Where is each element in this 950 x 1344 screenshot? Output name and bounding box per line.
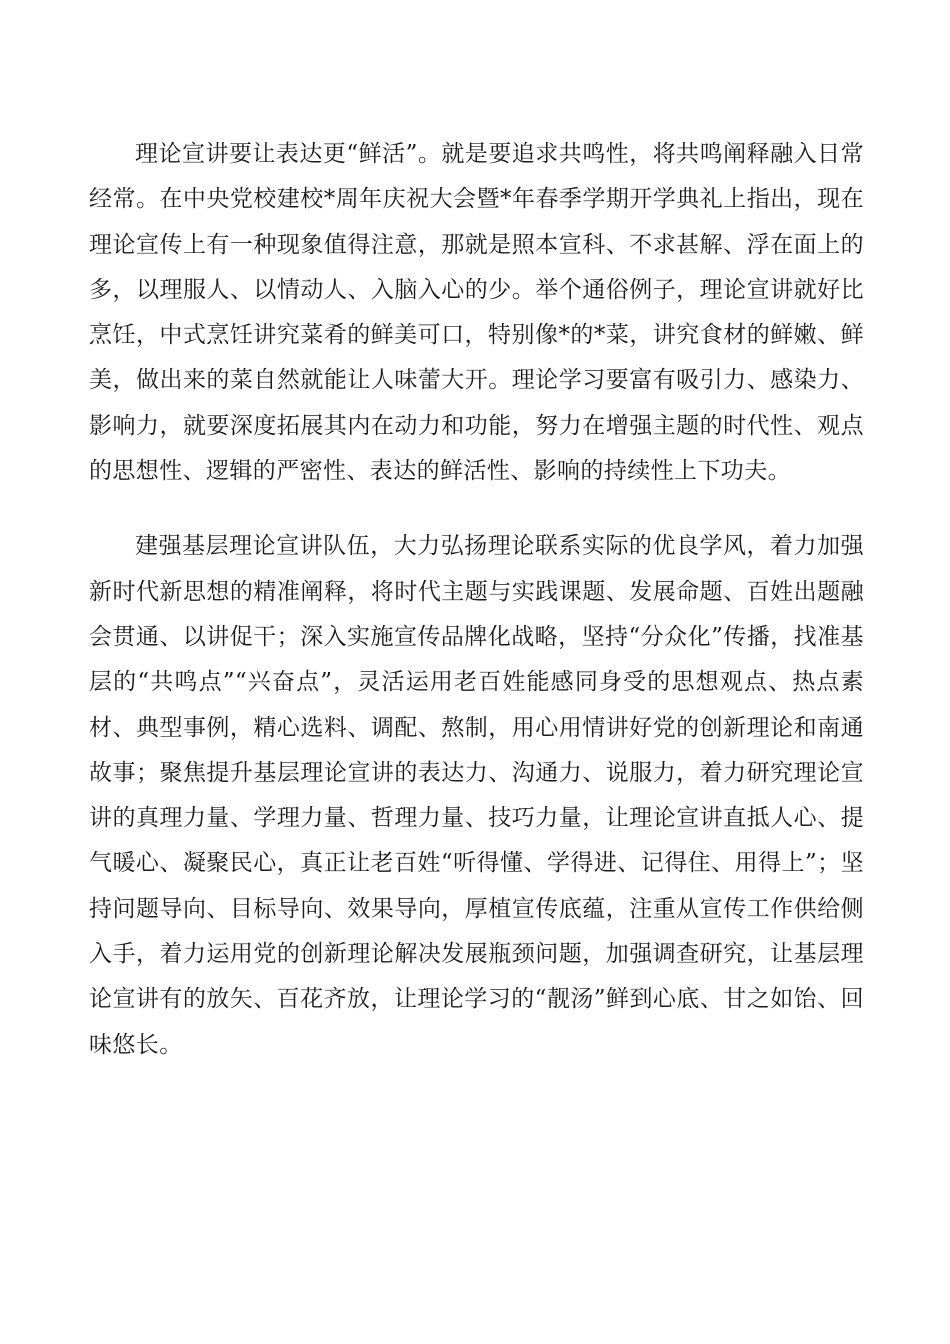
- body-paragraph-1: 理论宣讲要让表达更“鲜活”。就是要追求共鸣性，将共鸣阐释融入日常经常。在中央党校建校*周年庆祝大会暨*年春季学期开学典礼上指出，现在理论宣传上有一种现象值得注意，那就是照本宣科、不求甚解、浮在面上的多，以理服人、以情动人、入脑入心的少。举个通俗例子，理论宣讲就好比烹饪，中式烹饪讲究菜肴的鲜美可口，特别像*的*菜，讲究食材的鲜嫩、鲜美，做出来的菜自然就能让人味蕾大开。理论学习要富有吸引力、感染力、影响力，就要深度拓展其内在动力和功能，努力在增强主题的时代性、观点的思想性、逻辑的严密性、表达的鲜活性、影响的持续性上下功夫。: [89, 141, 864, 485]
- document-body: [89, 132, 864, 1068]
- body-paragraph-2: 建强基层理论宣讲队伍，大力弘扬理论联系实际的优良学风，着力加强新时代新思想的精准阐释，将时代主题与实践课题、发展命题、百姓出题融会贯通、以讲促干；深入实施宣传品牌化战略，坚持“分众化”传播，找准基层的“共鸣点”“兴奋点”，灵活运用老百姓能感同身受的思想观点、热点素材、典型事例，精心选料、调配、熬制，用心用情讲好党的创新理论和南通故事；聚焦提升基层理论宣讲的表达力、沟通力、说服力，着力研究理论宣讲的真理力量、学理力量、哲理力量、技巧力量，让理论宣讲直抵人心、提气暖心、凝聚民心，真正让老百姓“听得懂、学得进、记得住、用得上”；坚持问题导向、目标导向、效果导向，厚植宣传底蕴，注重从宣传工作供给侧入手，着力运用党的创新理论解决发展瓶颈问题，加强调查研究，让基层理论宣讲有的放矢、百花齐放，让理论学习的“靓汤”鲜到心底、甘之如饴、回味悠长。: [89, 533, 864, 1058]
